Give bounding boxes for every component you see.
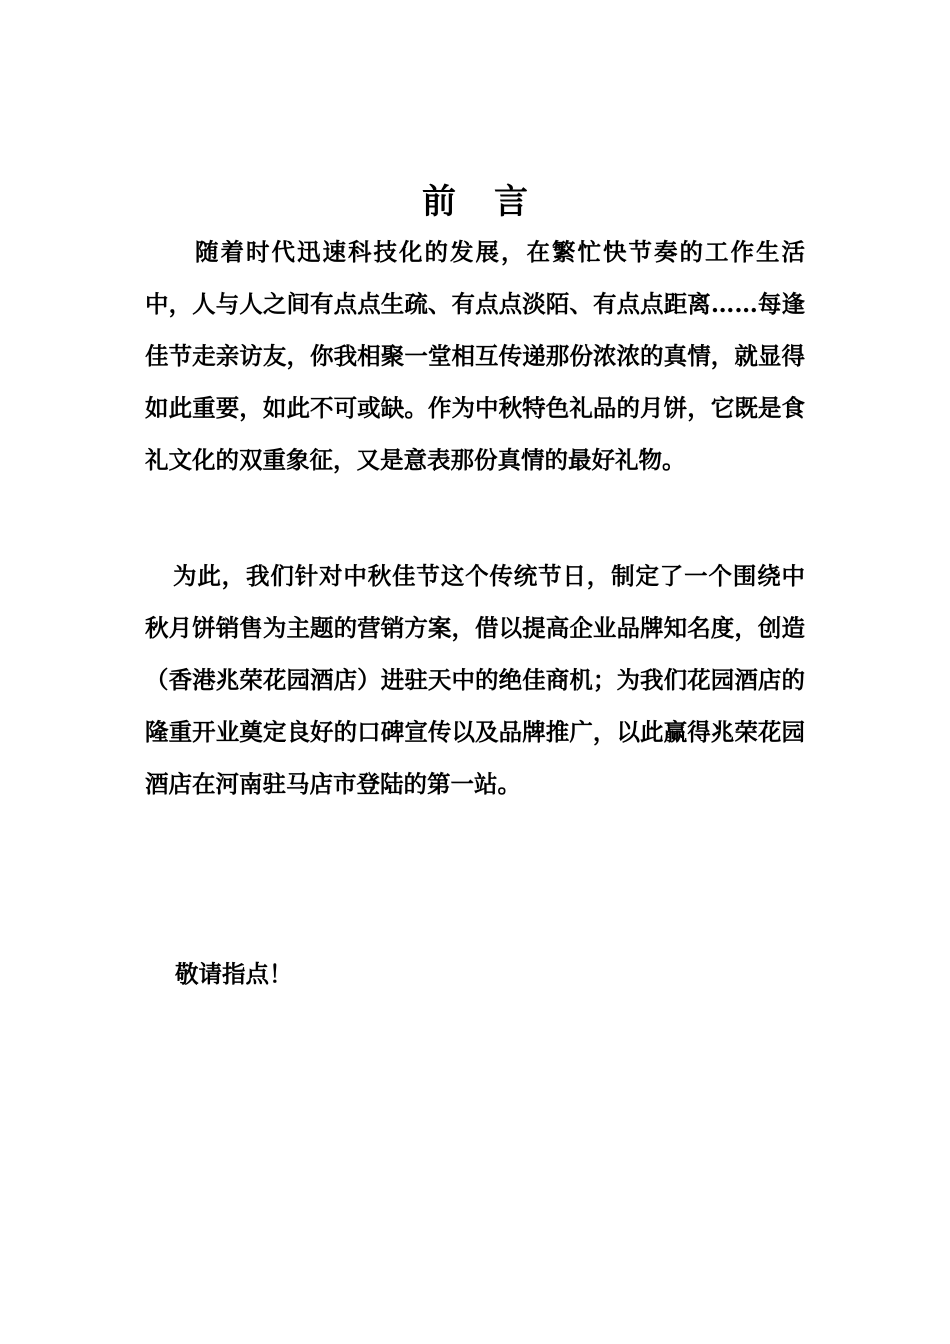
title-char-2: 言 bbox=[494, 182, 528, 222]
closing-remark: 敬请指点！ bbox=[175, 960, 293, 988]
page-title bbox=[0, 177, 950, 227]
preface-paragraph-2: 为此，我们针对中秋佳节这个传统节日，制定了一个围绕中秋月饼销售为主题的营销方案，借以提高企业品牌知名度，创造（香港兆荣花园酒店）进驻天中的绝佳商机；为我们花园酒店的隆重开业奠定良好的口碑宣传以及品牌推广，以此赢得兆荣花园酒店在河南驻马店市登陆的第一站。 bbox=[145, 562, 805, 798]
preface-paragraph-1: 随着时代迅速科技化的发展，在繁忙快节奏的工作生活中，人与人之间有点点生疏、有点点淡陌、有点点距离……每逢佳节走亲访友，你我相聚一堂相互传递那份浓浓的真情，就显得如此重要，如此不可或缺。作为中秋特色礼品的月饼，它既是食礼文化的双重象征，又是意表那份真情的最好礼物。 bbox=[145, 238, 805, 474]
title-char-1: 前 bbox=[422, 182, 456, 222]
